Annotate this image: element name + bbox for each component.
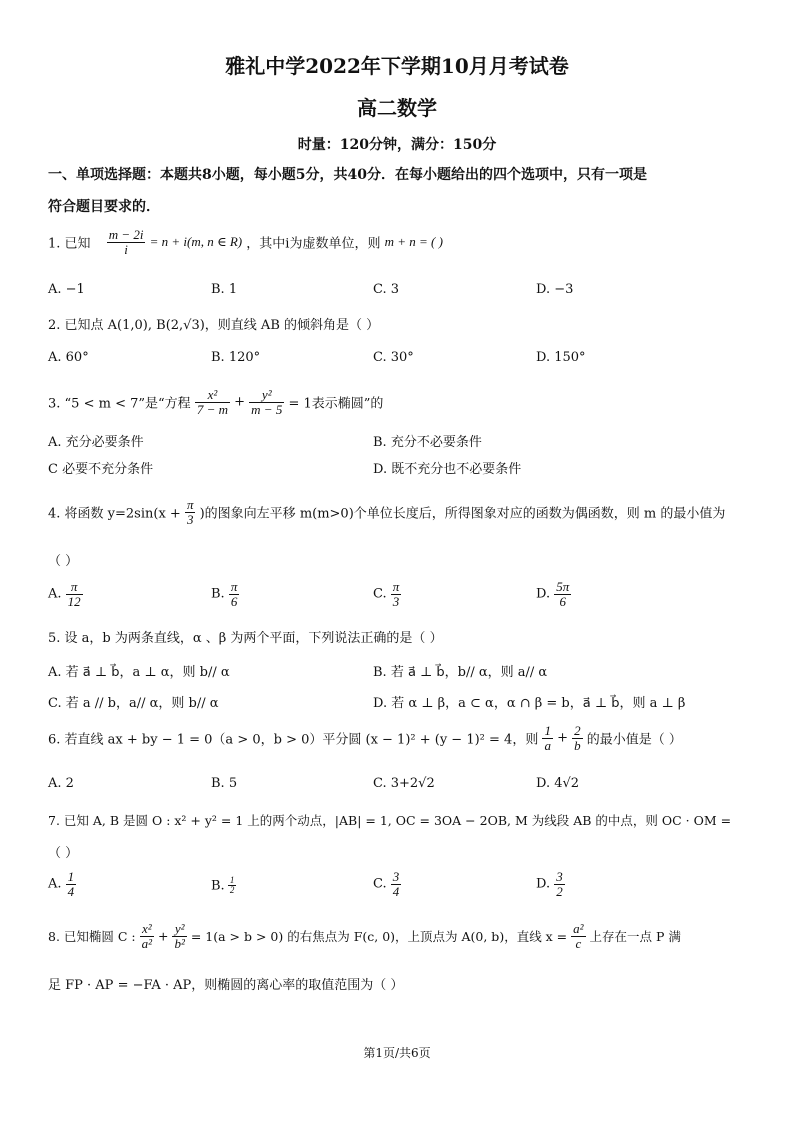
q6-option-a: A. 2 — [48, 776, 74, 791]
q3-frac1-den: 7 − m — [196, 401, 228, 417]
q3-option-b: B. 充分不必要条件 — [373, 435, 482, 450]
section-heading-line2: 符合题目要求的． — [48, 199, 160, 215]
q5-option-c: C. 若 a // b，a// α，则 b// α — [48, 696, 219, 711]
question-1-stem — [48, 228, 443, 256]
q5-option-d: D. 若 α ⊥ β，a ⊂ α，α ∩ β = b，a⃗ ⊥ b⃗，则 a ⊥ β — [373, 696, 686, 711]
q8-plus: + — [158, 928, 169, 944]
q1-option-b: B. 1 — [211, 282, 238, 297]
q7-c-num: 3 — [392, 869, 400, 884]
q4-fraction — [185, 498, 196, 526]
q4-d-den: 6 — [559, 593, 566, 609]
q7-d-num: 3 — [556, 869, 563, 884]
question-2-stem: 2. 已知点 A(1,0), B(2,√3)，则直线 AB 的倾斜角是（ ） — [48, 318, 380, 333]
q6-frac2-num: 2 — [574, 723, 581, 738]
q6-frac1-den: a — [544, 737, 551, 753]
q8-frac2-den: b² — [174, 935, 185, 951]
q4-option-b — [211, 580, 239, 608]
q6-end: 的最小值是（ ） — [586, 732, 682, 748]
q7-b-num: 1 — [229, 875, 235, 885]
q7-option-c — [373, 870, 401, 898]
q4-option-d — [536, 580, 571, 608]
q3-option-a: A. 充分必要条件 — [48, 435, 144, 450]
q4-a-den: 12 — [67, 593, 81, 609]
q4-option-a — [48, 580, 83, 608]
q5-option-a: A. 若 a⃗ ⊥ b⃗，a ⊥ α，则 b// α — [48, 665, 230, 680]
question-8-line2: 足 FP · AP = −FA · AP，则椭圆的离心率的取值范围为（ ） — [48, 978, 404, 993]
q7-option-b — [211, 876, 236, 896]
q4-frac-den: 3 — [186, 511, 194, 527]
exam-title: 雅礼中学2022年下学期10月月考试卷 — [225, 54, 569, 78]
q4-a-num: π — [66, 580, 83, 595]
q1-frac-num: m − 2i — [108, 227, 144, 242]
q6-fraction-2 — [572, 724, 583, 752]
q3-option-d: D. 既不充分也不必要条件 — [373, 462, 522, 477]
q1-frac-den: i — [124, 241, 128, 257]
q1-end: m + n = ( ) — [384, 234, 443, 250]
q2-option-c: C. 30° — [373, 350, 414, 365]
q3-prefix: 3. “5 < m < 7”是“方程 — [48, 396, 191, 412]
q4-c-den: 3 — [392, 593, 400, 609]
question-7-stem: 7. 已知 A, B 是圆 O : x² + y² = 1 上的两个动点，|AB| = 1, OC = 3OA − 2OB, M 为线段 AB 的中点，则 OC · OM = — [48, 813, 732, 828]
q6-option-b: B. 5 — [211, 776, 238, 791]
q1-equation: = n + i(m, n ∈ R) — [149, 234, 243, 250]
q8-frac1-num: x² — [140, 922, 154, 937]
q1-option-d: D. −3 — [536, 282, 574, 297]
q4-option-d-label: D. — [536, 586, 551, 602]
q7-a-num: 1 — [67, 869, 75, 884]
q7-option-a-label: A. — [48, 876, 62, 892]
q6-plus: + — [557, 730, 569, 746]
q4-option-a-label: A. — [48, 586, 62, 602]
q6-fraction-1 — [542, 724, 553, 752]
question-6-stem — [48, 724, 682, 752]
q4-d-num: 5π — [556, 579, 570, 594]
q1-option-a: A. −1 — [48, 282, 85, 297]
q7-option-a-fraction — [66, 870, 77, 898]
q3-option-c: C 必要不充分条件 — [48, 462, 154, 477]
q8-fraction-1 — [140, 922, 154, 950]
q4-option-d-fraction — [554, 580, 571, 608]
q6-option-d: D. 4√2 — [536, 776, 580, 791]
q4-prefix: 4. 将函数 y=2sin(x + — [48, 506, 181, 522]
question-4-stem — [48, 498, 725, 526]
q3-frac1-num: x² — [195, 388, 230, 403]
q7-option-d-fraction — [554, 870, 565, 898]
q8-fraction-2 — [172, 922, 186, 950]
q6-option-c: C. 3+2√2 — [373, 776, 435, 791]
q2-option-b: B. 120° — [211, 350, 261, 365]
q7-b-den: 2 — [229, 885, 235, 896]
q8-prefix: 8. 已知椭圆 C : — [48, 929, 136, 945]
q3-plus: + — [234, 394, 246, 410]
question-3-stem — [48, 388, 383, 416]
q8-mid: = 1(a > b > 0) 的右焦点为 F(c, 0)，上顶点为 A(0, b)，直线 x = — [190, 929, 568, 945]
q3-frac2-den: m − 5 — [251, 401, 283, 417]
q1-tail: ，其中i为虚数单位，则 — [246, 236, 381, 252]
q4-b-den: 6 — [230, 593, 238, 609]
q8-frac1-den: a² — [141, 935, 153, 951]
question-5-stem: 5. 设 a，b 为两条直线，α 、β 为两个平面，下列说法正确的是（ ） — [48, 631, 443, 646]
q7-option-c-label: C. — [373, 876, 387, 892]
q3-end: = 1表示椭圆”的 — [288, 396, 384, 412]
q7-option-a — [48, 870, 76, 898]
q3-fraction-2 — [249, 388, 284, 416]
q6-frac1-num: 1 — [544, 723, 551, 738]
q7-option-d-label: D. — [536, 876, 551, 892]
q4-option-c-label: C. — [373, 586, 387, 602]
q8-fraction-3 — [571, 922, 585, 950]
q4-option-b-fraction — [229, 580, 240, 608]
question-4-answer-bracket: （ ） — [48, 554, 79, 569]
subject-title: 高二数学 — [357, 96, 437, 120]
q8-frac3-den: c — [575, 935, 582, 951]
q7-d-den: 2 — [556, 883, 563, 899]
q7-a-den: 4 — [67, 883, 75, 899]
page-footer: 第1页/共6页 — [363, 1046, 431, 1060]
time-info: 时量：120分钟，满分：150分 — [297, 137, 497, 153]
q7-option-b-fraction — [228, 876, 237, 896]
q4-option-c — [373, 580, 401, 608]
q4-option-b-label: B. — [211, 586, 225, 602]
q1-prefix: 1. 已知 — [48, 236, 91, 252]
q6-frac2-den: b — [574, 737, 581, 753]
section-heading-line1: 一、单项选择题：本题共8小题，每小题5分，共40分．在每小题给出的四个选项中，只有一项是 — [48, 167, 647, 183]
q5-option-b: B. 若 a⃗ ⊥ b⃗，b// α，则 a// α — [373, 665, 548, 680]
q2-option-d: D. 150° — [536, 350, 586, 365]
q1-fraction — [107, 228, 146, 256]
q8-frac3-num: a² — [573, 921, 584, 936]
q4-end: )的图象向左平移 m(m>0)个单位长度后，所得图象对应的函数为偶函数，则 m 的最小值为 — [199, 506, 726, 522]
q4-b-num: π — [230, 579, 238, 594]
q4-option-c-fraction — [391, 580, 402, 608]
q1-option-c: C. 3 — [373, 282, 400, 297]
question-7-answer-bracket: （ ） — [48, 846, 79, 861]
q4-frac-num: π — [186, 497, 194, 512]
q7-option-c-fraction — [391, 870, 402, 898]
q4-option-a-fraction — [66, 580, 83, 608]
q6-prefix: 6. 若直线 ax + by − 1 = 0（a > 0，b > 0）平分圆 (x − 1)² + (y − 1)² = 4，则 — [48, 732, 539, 748]
q3-frac2-num: y² — [249, 388, 284, 403]
q7-option-b-label: B. — [211, 878, 225, 894]
q7-option-d — [536, 870, 565, 898]
q8-end: 上存在一点 P 满 — [589, 929, 681, 945]
q2-option-a: A. 60° — [48, 350, 89, 365]
q8-frac2-num: y² — [172, 922, 186, 937]
q7-c-den: 4 — [392, 883, 400, 899]
question-8-stem — [48, 922, 681, 950]
q3-fraction-1 — [195, 388, 230, 416]
q4-c-num: π — [392, 579, 400, 594]
